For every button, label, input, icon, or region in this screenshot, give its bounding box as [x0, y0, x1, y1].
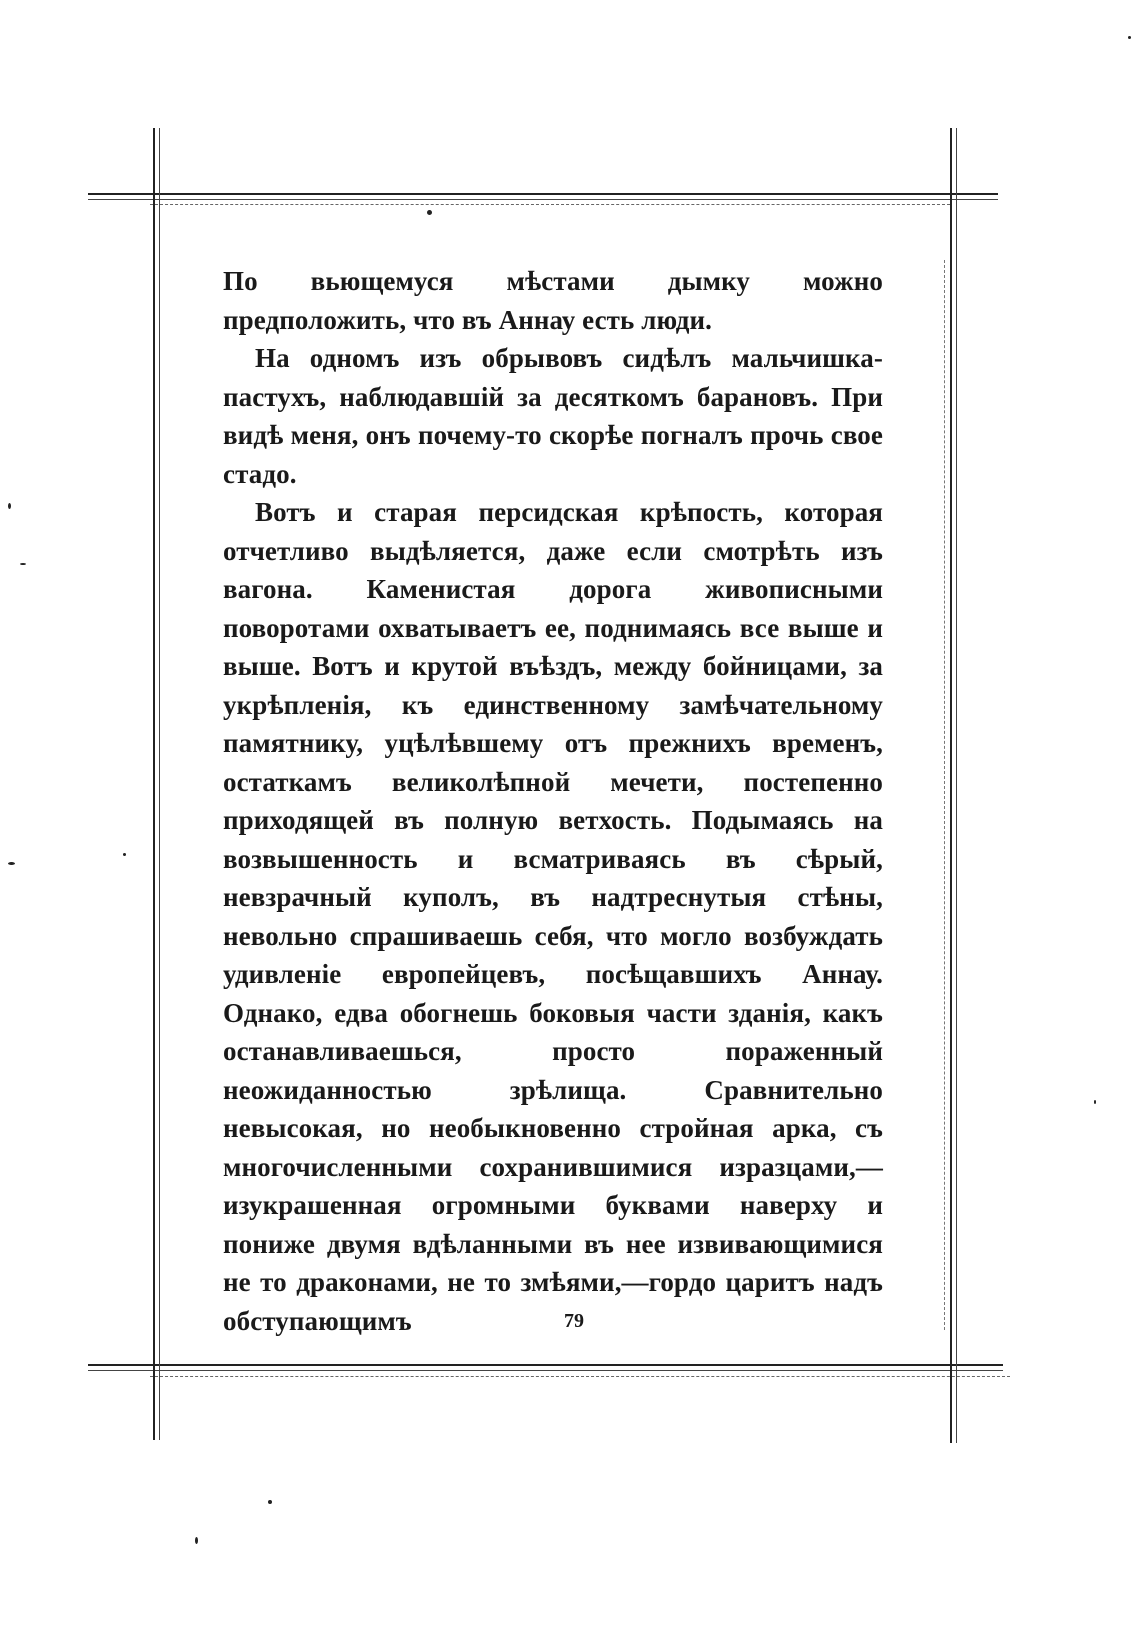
frame-bottom-rule-dash	[150, 1376, 1010, 1377]
frame-bottom-rule	[88, 1364, 1003, 1366]
scan-speck	[1128, 36, 1131, 39]
frame-right-rule	[950, 128, 952, 1443]
frame-right-rule-inner	[956, 128, 957, 1443]
paragraph-2: На одномъ изъ обрывовъ сидѣлъ мальчишка-пастухъ, наблюдавшій за десяткомъ барановъ. При видѣ меня, онъ почему-то скорѣе погналъ прочь свое стадо.	[223, 343, 883, 489]
frame-bottom-rule-inner	[88, 1370, 1003, 1371]
scan-speck	[268, 1500, 272, 1504]
frame-left-rule-inner	[159, 128, 160, 1440]
page-number-text: 79	[564, 1310, 584, 1332]
paragraph-3: Вотъ и старая персидская крѣпость, которая отчетливо выдѣляется, даже если смотрѣть изъ вагона. Каменистая дорога живописными поворотами охватываетъ ее, поднимаясь все выше и выше. Вотъ и крутой въѣздъ, между бойницами, за укрѣпленія, къ единственному замѣчательному памятнику, уцѣлѣвшему отъ прежнихъ временъ, остаткамъ великолѣпной мечети, постепенно приходящей въ полную ветхость. Подымаясь на возвышенность и всматриваясь въ сѣрый, невзрачный куполъ, въ надтреснутыя стѣны, невольно спрашиваешь себя, что могло возбуждать удивленіе европейцевъ, посѣщавшихъ Аннау. Однако, едва обогнешь боковыя части зданія, какъ останавливаешься, просто пораженный неожиданностью зрѣлища. Сравнительно невысокая, но необыкновенно стройная арка, съ многочисленными сохранившимися изразцами,—изукрашенная огромными буквами наверху и пониже двумя вдѣланными въ нее извивающимися не то драконами, не то змѣями,—гордо царитъ надъ обступающимъ	[223, 497, 883, 1336]
page-text	[223, 262, 883, 1340]
scan-speck	[8, 503, 11, 509]
frame-top-rule	[88, 193, 998, 195]
page-number	[0, 1310, 1140, 1333]
scan-speck	[1094, 1100, 1096, 1104]
scan-speck	[123, 853, 126, 856]
scan-speck	[427, 210, 432, 215]
scan-speck	[195, 1537, 198, 1544]
frame-left-rule	[153, 128, 155, 1440]
paragraph-1: По вьющемуся мѣстами дымку можно предположить, что въ Аннау есть люди.	[223, 266, 883, 335]
frame-top-rule-inner	[88, 199, 998, 200]
scan-speck	[20, 563, 26, 565]
frame-top-rule-dash	[150, 204, 950, 205]
frame-right-rule-dash	[944, 260, 945, 1330]
scan-speck	[8, 862, 15, 865]
